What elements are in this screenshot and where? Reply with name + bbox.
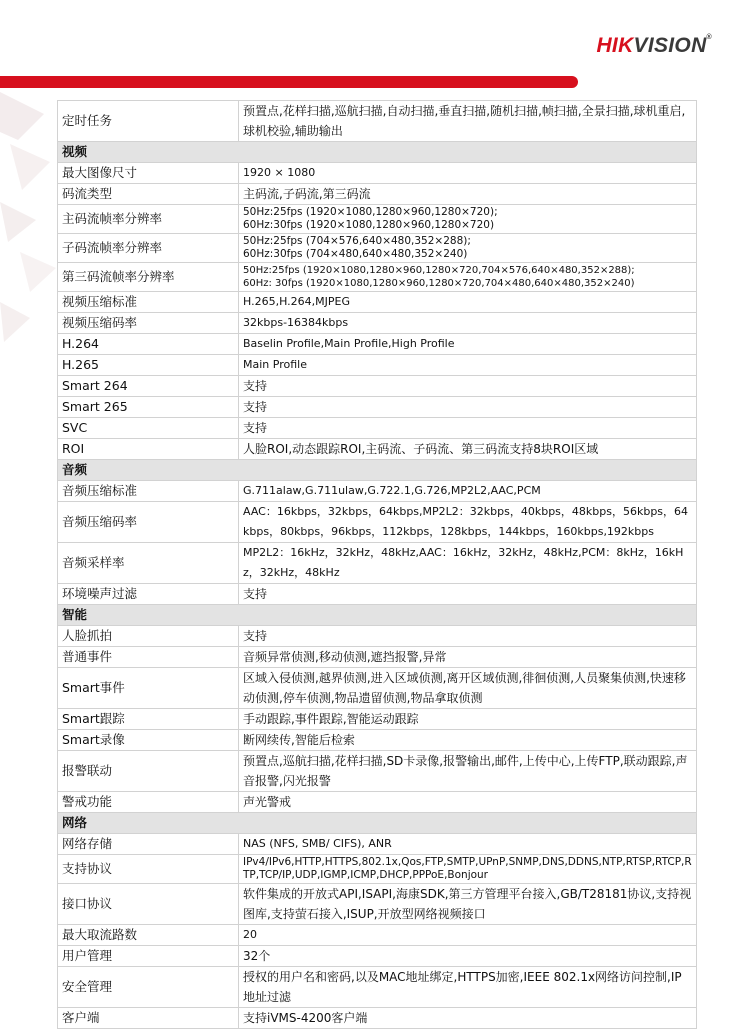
row-value: 32kbps-16384kbps: [239, 313, 697, 334]
table-row: [58, 376, 697, 397]
row-value: 支持: [239, 584, 697, 605]
table-row: [58, 397, 697, 418]
row-value: 预置点,巡航扫描,花样扫描,SD卡录像,报警输出,邮件,上传中心,上传FTP,联动跟踪,声音报警,闪光报警: [239, 751, 697, 792]
row-value: 区域入侵侦测,越界侦测,进入区域侦测,离开区域侦测,徘徊侦测,人员聚集侦测,快速移动侦测,停车侦测,物品遗留侦测,物品拿取侦测: [239, 668, 697, 709]
table-row: [58, 967, 697, 1008]
row-name: 子码流帧率分辨率: [58, 234, 239, 263]
section-title: 智能: [58, 605, 697, 626]
section-title: 视频: [58, 142, 697, 163]
section-header: [58, 605, 697, 626]
table-row: [58, 925, 697, 946]
table-row: [58, 163, 697, 184]
table-row: [58, 543, 697, 584]
row-name: 报警联动: [58, 751, 239, 792]
table-row: [58, 751, 697, 792]
table-row: [58, 101, 697, 142]
header-red-bar: [0, 76, 578, 88]
table-row: [58, 626, 697, 647]
row-value: H.265,H.264,MJPEG: [239, 292, 697, 313]
row-value: 软件集成的开放式API,ISAPI,海康SDK,第三方管理平台接入,GB/T28181协议,支持视图库,支持萤石接入,ISUP,开放型网络视频接口: [239, 884, 697, 925]
hikvision-logo: HIKVISION®: [596, 34, 712, 57]
row-value: 主码流,子码流,第三码流: [239, 184, 697, 205]
table-row: [58, 584, 697, 605]
row-value: Baselin Profile,Main Profile,High Profile: [239, 334, 697, 355]
row-value: 断网续传,智能后检索: [239, 730, 697, 751]
table-row: [58, 205, 697, 234]
table-row: [58, 884, 697, 925]
row-value: 50Hz:25fps (1920×1080,1280×960,1280×720,704×576,640×480,352×288); 60Hz: 30fps (1920×1080,1280×960,1280×720,704×480,640×480,352×240): [239, 263, 697, 292]
row-name: H.264: [58, 334, 239, 355]
table-row: [58, 946, 697, 967]
row-name: SVC: [58, 418, 239, 439]
row-value: IPv4/IPv6,HTTP,HTTPS,802.1x,Qos,FTP,SMTP,UPnP,SNMP,DNS,DDNS,NTP,RTSP,RTCP,RTP,TCP/IP,UDP,IGMP,ICMP,DHCP,PPPoE,Bonjour: [239, 855, 697, 884]
table-row: [58, 502, 697, 543]
row-name: 客户端: [58, 1008, 239, 1029]
row-value: MP2L2：16kHz，32kHz，48kHz,AAC：16kHz，32kHz，48kHz,PCM：8kHz，16kHz，32kHz，48kHz: [239, 543, 697, 584]
row-value: 人脸ROI,动态跟踪ROI,主码流、子码流、第三码流支持8块ROI区域: [239, 439, 697, 460]
row-name: ROI: [58, 439, 239, 460]
row-name: Smart录像: [58, 730, 239, 751]
row-value: 支持: [239, 418, 697, 439]
section-header: [58, 142, 697, 163]
table-row: [58, 834, 697, 855]
row-name: 最大图像尺寸: [58, 163, 239, 184]
row-name: Smart跟踪: [58, 709, 239, 730]
row-name: 第三码流帧率分辨率: [58, 263, 239, 292]
row-value: 1920 × 1080: [239, 163, 697, 184]
table-row: [58, 334, 697, 355]
row-value: 声光警戒: [239, 792, 697, 813]
table-row: [58, 439, 697, 460]
row-name: 网络存储: [58, 834, 239, 855]
row-name: Smart 264: [58, 376, 239, 397]
row-value: 支持iVMS-4200客户端: [239, 1008, 697, 1029]
row-name: 音频压缩标准: [58, 481, 239, 502]
row-name: 接口协议: [58, 884, 239, 925]
table-row: [58, 730, 697, 751]
row-name: Smart事件: [58, 668, 239, 709]
table-row: [58, 1008, 697, 1029]
table-row: [58, 184, 697, 205]
section-title: 网络: [58, 813, 697, 834]
row-value: 授权的用户名和密码,以及MAC地址绑定,HTTPS加密,IEEE 802.1x网络访问控制,IP地址过滤: [239, 967, 697, 1008]
table-row: [58, 709, 697, 730]
table-row: [58, 355, 697, 376]
row-value: 32个: [239, 946, 697, 967]
row-value: 手动跟踪,事件跟踪,智能运动跟踪: [239, 709, 697, 730]
table-row: [58, 313, 697, 334]
decorative-shapes: [0, 92, 60, 352]
row-name: 定时任务: [58, 101, 239, 142]
row-name: Smart 265: [58, 397, 239, 418]
row-value: 50Hz:25fps (704×576,640×480,352×288); 60Hz:30fps (704×480,640×480,352×240): [239, 234, 697, 263]
row-name: 用户管理: [58, 946, 239, 967]
row-name: 音频压缩码率: [58, 502, 239, 543]
row-name: 视频压缩码率: [58, 313, 239, 334]
table-row: [58, 234, 697, 263]
row-value: 20: [239, 925, 697, 946]
row-value: NAS (NFS, SMB/ CIFS), ANR: [239, 834, 697, 855]
section-header: [58, 813, 697, 834]
row-value: 支持: [239, 376, 697, 397]
spec-table: [57, 100, 697, 1029]
row-value: 支持: [239, 397, 697, 418]
section-header: [58, 460, 697, 481]
row-name: 视频压缩标准: [58, 292, 239, 313]
row-value: 支持: [239, 626, 697, 647]
row-name: 普通事件: [58, 647, 239, 668]
row-value: Main Profile: [239, 355, 697, 376]
row-name: 主码流帧率分辨率: [58, 205, 239, 234]
row-name: 警戒功能: [58, 792, 239, 813]
row-name: 安全管理: [58, 967, 239, 1008]
row-name: 音频采样率: [58, 543, 239, 584]
section-title: 音频: [58, 460, 697, 481]
row-name: 支持协议: [58, 855, 239, 884]
row-name: 人脸抓拍: [58, 626, 239, 647]
table-row: [58, 263, 697, 292]
row-value: AAC：16kbps，32kbps，64kbps,MP2L2：32kbps，40kbps，48kbps，56kbps，64kbps，80kbps，96kbps，112kbps，128kbps，144kbps，160kbps,192kbps: [239, 502, 697, 543]
row-value: G.711alaw,G.711ulaw,G.722.1,G.726,MP2L2,AAC,PCM: [239, 481, 697, 502]
table-row: [58, 792, 697, 813]
row-name: H.265: [58, 355, 239, 376]
table-row: [58, 647, 697, 668]
table-row: [58, 855, 697, 884]
table-row: [58, 418, 697, 439]
table-row: [58, 292, 697, 313]
table-row: [58, 481, 697, 502]
row-name: 环境噪声过滤: [58, 584, 239, 605]
row-name: 最大取流路数: [58, 925, 239, 946]
table-row: [58, 668, 697, 709]
row-value: 音频异常侦测,移动侦测,遮挡报警,异常: [239, 647, 697, 668]
row-value: 50Hz:25fps (1920×1080,1280×960,1280×720); 60Hz:30fps (1920×1080,1280×960,1280×720): [239, 205, 697, 234]
row-value: 预置点,花样扫描,巡航扫描,自动扫描,垂直扫描,随机扫描,帧扫描,全景扫描,球机重启,球机校验,辅助输出: [239, 101, 697, 142]
row-name: 码流类型: [58, 184, 239, 205]
